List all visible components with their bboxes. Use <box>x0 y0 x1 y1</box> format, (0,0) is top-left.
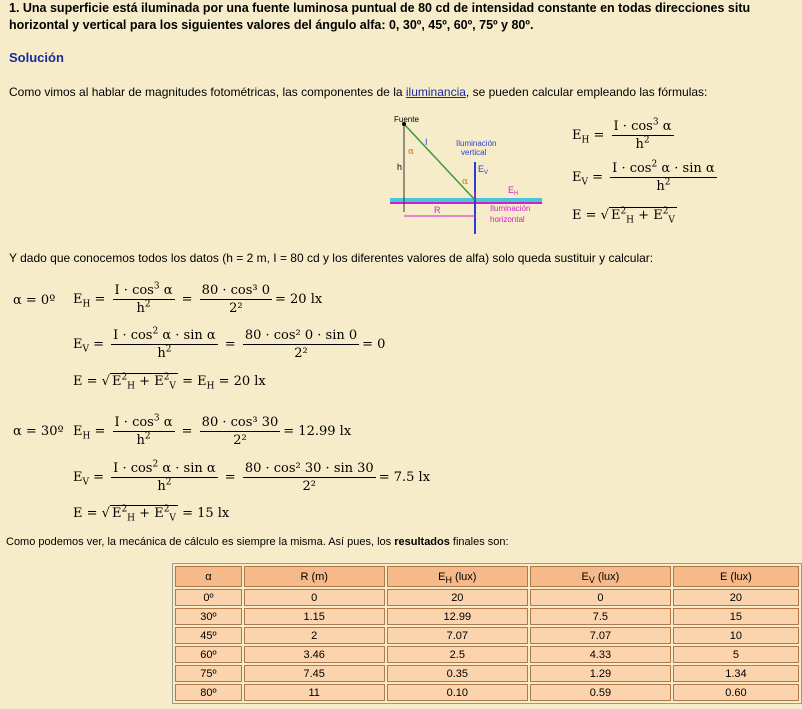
header-eh: $E_H$ (lux) <box>387 566 528 587</box>
eh-label: $E_H$ <box>508 185 519 197</box>
table-row <box>175 627 799 644</box>
cell-ev: 1.29 <box>530 665 671 682</box>
cell-eh: 7.07 <box>387 627 528 644</box>
ev-label: $E_V$ <box>478 164 489 176</box>
horizontal-label-1: Iluminación <box>490 204 531 213</box>
table-row <box>175 589 799 606</box>
i-label: I <box>425 137 428 147</box>
formula-e: E = √ $E^2_H + E^2_V$ <box>572 206 675 226</box>
problem-line-2: horizontal y vertical para los siguientes valores del ángulo alfa: 0, 30º, 45º, 60º, 75º y 80º. <box>9 18 534 32</box>
cell-alpha: 60º <box>175 646 242 663</box>
cell-e: 15 <box>673 608 799 625</box>
vertical-label-1: Iluminación <box>456 139 497 148</box>
case-30-e-value: = 15 lx <box>182 506 230 521</box>
table-row <box>175 646 799 663</box>
case-0-ev-subst-den: 2² <box>294 346 308 361</box>
fuente-label: Fuente <box>394 115 419 124</box>
formula-eh: $E_H$ = $\frac{I \cdot \cos^3 \alpha}{h^2}$ <box>572 117 672 152</box>
cell-r: 7.45 <box>244 665 385 682</box>
cell-alpha: 0º <box>175 589 242 606</box>
cell-e: 5 <box>673 646 799 663</box>
solution-heading: Solución <box>9 50 64 65</box>
cell-eh: 0.10 <box>387 684 528 701</box>
case-0-e-result: = E <box>182 374 207 389</box>
case-30-eh-result: = 12.99 lx <box>283 424 352 439</box>
cell-r: 11 <box>244 684 385 701</box>
case-0-ev-subst-num: 80 · cos² 0 · sin 0 <box>244 328 358 343</box>
cell-e: 20 <box>673 589 799 606</box>
case-30-eh-subst-den: 2² <box>233 433 247 448</box>
cell-ev: 0 <box>530 589 671 606</box>
intro-text-after: , se pueden calcular empleando las fórmulas: <box>465 85 708 99</box>
case-0-eh-subst-den: 2² <box>229 301 243 316</box>
problem-line-1: 1. Una superficie está iluminada por una fuente luminosa puntual de 80 cd de intensidad constante en todas direcciones situ <box>9 1 751 15</box>
cell-ev: 4.33 <box>530 646 671 663</box>
case-30-ev: $E_V$ = $\frac{I \cdot \cos^2 \alpha \cdot \sin \alpha}{h^2}$ = $\frac{\text{80 · cos² 30 · sin 30}}{\text{2²}}$ = 7.5 lx <box>73 459 431 494</box>
iluminancia-link[interactable]: iluminancia <box>405 85 466 99</box>
horizontal-label-2: horizontal <box>490 215 525 224</box>
table-header-row <box>175 566 799 587</box>
light-ray <box>404 124 475 200</box>
intro-text-before: Como vimos al hablar de magnitudes fotométricas, las componentes de la <box>9 85 406 99</box>
case-0-ev: $E_V$ = $\frac{I \cdot \cos^2 \alpha \cdot \sin \alpha}{h^2}$ = $\frac{\text{80 · cos² 0 · sin 0}}{\text{2²}}$ = 0 <box>73 326 386 361</box>
header-ev: $E_V$ (lux) <box>530 566 671 587</box>
conclusion-bold: resultados <box>394 536 450 548</box>
table-row <box>175 665 799 682</box>
given-data-paragraph: Y dado que conocemos todos los datos (h = 2 m, I = 80 cd y los diferentes valores de alfa) solo queda sustituir y calcular: <box>9 251 654 265</box>
case-30-eh-subst-num: 80 · cos³ 30 <box>201 415 279 430</box>
cell-alpha: 80º <box>175 684 242 701</box>
vertical-label-2: vertical <box>461 148 487 157</box>
cell-e: 10 <box>673 627 799 644</box>
case-0-alpha: α = 0º <box>13 293 56 308</box>
cell-alpha: 75º <box>175 665 242 682</box>
case-0-e: E = √ $E^2_H + E^2_V = E_H = 20$ lx <box>73 372 266 392</box>
header-e: E (lux) <box>673 566 799 587</box>
case-0-eh-subst-num: 80 · cos³ 0 <box>201 283 271 298</box>
cell-eh: 2.5 <box>387 646 528 663</box>
case-0-eh-result: = 20 lx <box>275 292 323 307</box>
case-0-e-result-sub: H <box>206 381 215 392</box>
cell-e: 0.60 <box>673 684 799 701</box>
alpha-label-bottom: α <box>462 177 469 187</box>
case-30-ev-result: = 7.5 lx <box>378 470 431 485</box>
cell-eh: 0.35 <box>387 665 528 682</box>
alpha-label-top: α <box>408 147 415 157</box>
cell-r: 2 <box>244 627 385 644</box>
cell-ev: 7.5 <box>530 608 671 625</box>
cell-e: 1.34 <box>673 665 799 682</box>
case-30-ev-subst-num: 80 · cos² 30 · sin 30 <box>244 461 374 476</box>
table-row <box>175 684 799 701</box>
formula-ev: $E_V$ = $\frac{I \cdot \cos^2 \alpha \cdot \sin \alpha}{h^2}$ <box>572 159 715 194</box>
cell-eh: 12.99 <box>387 608 528 625</box>
header-alpha: α <box>175 566 242 587</box>
case-30-alpha: α = 30º <box>13 424 64 439</box>
case-30-e: E = √ $E^2_H + E^2_V = 15$ lx <box>73 504 230 524</box>
r-label: R <box>434 205 441 215</box>
cell-ev: 7.07 <box>530 627 671 644</box>
cell-r: 0 <box>244 589 385 606</box>
conclusion-after: finales son: <box>449 536 509 548</box>
conclusion-paragraph <box>6 536 509 548</box>
cell-eh: 20 <box>387 589 528 606</box>
cell-alpha: 45º <box>175 627 242 644</box>
cell-r: 1.15 <box>244 608 385 625</box>
illumination-diagram <box>388 112 548 236</box>
cell-alpha: 30º <box>175 608 242 625</box>
problem-statement <box>9 0 802 34</box>
table-row <box>175 608 799 625</box>
cell-r: 3.46 <box>244 646 385 663</box>
results-table <box>172 563 802 704</box>
conclusion-before: Como podemos ver, la mecánica de cálculo es siempre la misma. Así pues, los <box>6 536 395 548</box>
intro-paragraph <box>9 85 707 99</box>
case-0-eh: $E_H$ = $\frac{I \cdot \cos^3 \alpha}{h^2}$ = $\frac{\text{80 · cos³ 0}}{\text{2²}}$ = 20 lx <box>73 281 323 316</box>
case-0-e-value: = 20 lx <box>218 374 266 389</box>
case-30-eh: $E_H$ = $\frac{I \cdot \cos^3 \alpha}{h^2}$ = $\frac{\text{80 · cos³ 30}}{\text{2²}}$ = 12.99 lx <box>73 413 352 448</box>
h-label: h <box>397 162 403 172</box>
case-0-ev-result: = 0 <box>362 337 386 352</box>
cell-ev: 0.59 <box>530 684 671 701</box>
header-r: R (m) <box>244 566 385 587</box>
case-30-ev-subst-den: 2² <box>302 479 316 494</box>
